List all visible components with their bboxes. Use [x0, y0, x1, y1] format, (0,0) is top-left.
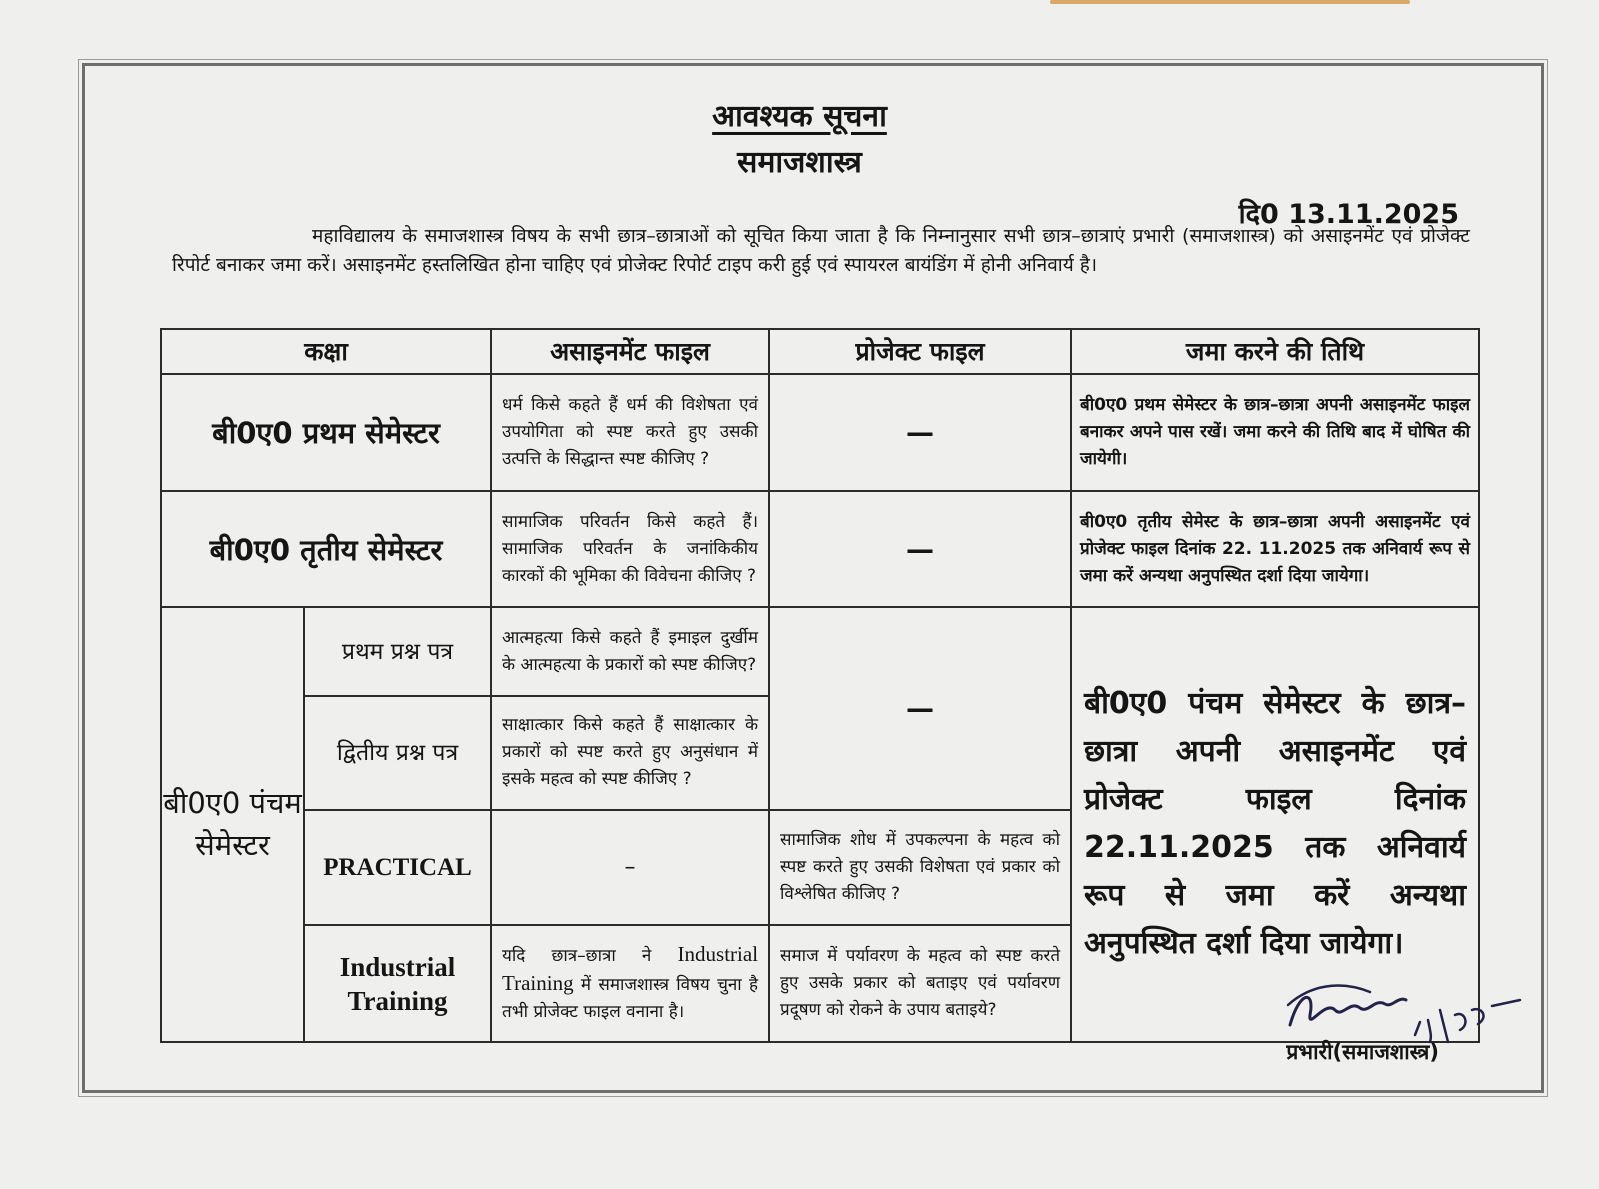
submission-first-sem: बी0ए0 प्रथम सेमेस्टर के छात्र–छात्रा अपनी असाइनमेंट फाइल बनाकर अपने पास रखें। जमा करने की तिथि बाद में घोषित की जायेगी। [1071, 374, 1479, 492]
header-assignment: असाइनमेंट फाइल [491, 329, 769, 374]
assignment-table [160, 328, 1480, 1043]
paper-edge-strip [1050, 0, 1410, 4]
project-third-sem: — [769, 491, 1071, 607]
class-third-sem: बी0ए0 तृतीय सेमेस्टर [161, 491, 491, 607]
intro-paragraph [172, 222, 1470, 280]
assignment-second-paper: साक्षात्कार किसे कहते हैं साक्षात्कार के प्रकारों को स्पष्ट करते हुए अनुसंधान में इसके महत्व को स्पष्ट कीजिए ? [491, 696, 769, 810]
label-first-paper: प्रथम प्रश्न पत्र [304, 607, 491, 696]
signatory-label: प्रभारी(समाजशास्त्र) [1286, 1040, 1439, 1064]
assignment-first-paper: आत्महत्या किसे कहते हैं इमाइल दुर्खीम के आत्महत्या के प्रकारों को स्पष्ट कीजिए? [491, 607, 769, 696]
class-fifth-sem: बी0ए0 पंचम सेमेस्टर [161, 607, 304, 1042]
table-header-row [161, 329, 1479, 374]
submission-third-sem: बी0ए0 तृतीय सेमेस्ट के छात्र–छात्रा अपनी असाइनमेंट एवं प्रोजेक्ट फाइल दिनांक 22. 11.2025 तक अनिवार्य रूप से जमा करें अन्यथा अनुपस्थित दर्शा दिया जायेगा। [1071, 491, 1479, 607]
assignment-third-sem: सामाजिक परिवर्तन किसे कहते हैं। सामाजिक परिवर्तन के जनांकिकीय कारकों की भूमिका की विवेचना कीजिए ? [491, 491, 769, 607]
label-practical: PRACTICAL [304, 810, 491, 926]
project-industrial-training: समाज में पर्यावरण के महत्व को स्पष्ट करते हुए उसके प्रकार को बताइए एवं पर्यावरण प्रदूषण को रोकने के उपाय बताइये? [769, 925, 1071, 1042]
assignment-first-sem: धर्म किसे कहते हैं धर्म की विशेषता एवं उपयोगिता को स्पष्ट करते हुए उसकी उत्पत्ति के सिद्धान्त स्पष्ट कीजिए ? [491, 374, 769, 492]
project-practical: सामाजिक शोध में उपकल्पना के महत्व को स्पष्ट करते हुए उसकी विशेषता एवं प्रकार को विश्लेषित कीजिए ? [769, 810, 1071, 926]
notice-title: आवश्यक सूचना [712, 99, 887, 134]
intro-text: महाविद्यालय के समाजशास्त्र विषय के सभी छात्र–छात्राओं को सूचित किया जाता है कि निम्नानुसार सभी छात्र–छात्राएं प्रभारी (समाजशास्त्र) को असाइनमेंट एवं प्रोजेक्ट रिपोर्ट बनाकर जमा करें। असाइनमेंट हस्तलिखित होना चाहिए एवं प्रोजेक्ट रिपोर्ट टाइप करी हुई एवं स्पायरल बायंडिंग में होनी अनिवार्य है। [172, 225, 1470, 276]
table-row [161, 491, 1479, 607]
project-first-sem: — [769, 374, 1071, 492]
table-row [161, 607, 1479, 696]
header-submission-date: जमा करने की तिथि [1071, 329, 1479, 374]
notice-date: दि0 13.11.2025 [1238, 199, 1459, 230]
class-first-sem: बी0ए0 प्रथम सेमेस्टर [161, 374, 491, 492]
label-second-paper: द्वितीय प्रश्न पत्र [304, 696, 491, 810]
submission-fifth-sem: बी0ए0 पंचम सेमेस्टर के छात्र–छात्रा अपनी असाइनमेंट एवं प्रोजेक्ट फाइल दिनांक 22.11.2025 तक अनिवार्य रूप से जमा करें अन्यथा अनुपस्थित दर्शा दिया जायेगा। [1071, 607, 1479, 1042]
header-project: प्रोजेक्ट फाइल [769, 329, 1071, 374]
assignment-practical: – [491, 810, 769, 926]
header-class: कक्षा [161, 329, 491, 374]
assignment-industrial-training: यदि छात्र–छात्रा ने Industrial Training में समाजशास्त्र विषय चुना है तभी प्रोजेक्ट फाइल वनाना है। [491, 925, 769, 1042]
label-industrial-training: Industrial Training [304, 925, 491, 1042]
table-row [161, 374, 1479, 492]
notice-subject: समाजशास्त्र [737, 145, 862, 180]
project-papers: — [769, 607, 1071, 810]
